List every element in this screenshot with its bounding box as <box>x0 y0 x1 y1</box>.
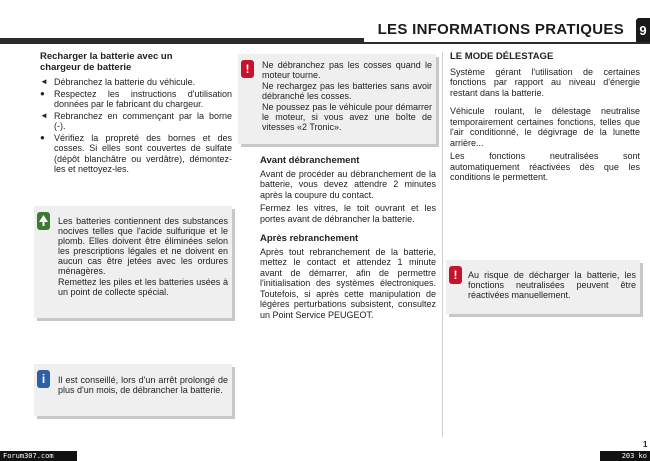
list-item: ◄ Rebranchez en commençant par la borne (-). <box>40 110 232 131</box>
page-number: 1 <box>643 440 648 449</box>
section-title-delestage: LE MODE DÉLESTAGE <box>450 51 554 62</box>
arrow-bullet-icon: ◄ <box>40 77 48 86</box>
delestage-p1: Système gérant l'utilisation de certaines fonctions par rapport au niveau d'énergie restant dans la batterie. <box>450 66 640 98</box>
page-header <box>0 16 650 42</box>
warning-note-p3: Ne poussez pas le véhicule pour démarrer le moteur, si vous avez une boîte de vitesses «2 Tronic». <box>262 102 432 132</box>
column-delestage <box>450 52 640 186</box>
delestage-p2: Véhicule roulant, le délestage neutralise temporairement certaines fonctions, telles que l'air conditionné, le dégivrage de la lunette arrière... <box>450 106 640 148</box>
footer-filesize: 203 ko <box>600 451 650 461</box>
environment-note <box>34 206 232 318</box>
apres-p1: Après tout rebranchement de la batterie, mettez le contact et attendez 1 minute avant de démarrer, afin de permettre l'initialisation des systèmes électroniques. Toutefois, si après cette manipulation de légères perturbations subsistent, consultez un Point Service PEUGEOT. <box>260 246 436 320</box>
column-recharge <box>40 52 232 176</box>
dot-bullet-icon: ● <box>40 132 45 142</box>
warning-icon: ! <box>241 60 254 78</box>
arrow-bullet-icon: ◄ <box>40 110 48 120</box>
list-item: ● Vérifiez la propreté des bornes et des cosses. Si elles sont couvertes de sulfate (dépôt blanchâtre ou verdâtre), démontez-les et nettoyez-les. <box>40 132 232 174</box>
warning-note-battery <box>238 54 436 144</box>
section-title-line1: Recharger la batterie avec un <box>40 51 173 62</box>
chapter-tab: 9 <box>636 18 650 42</box>
warning-icon: ! <box>449 266 462 284</box>
page-title: LES INFORMATIONS PRATIQUES <box>377 20 624 38</box>
environment-note-p1: Les batteries contiennent des substances nocives telles que l'acide sulfurique et le plomb. Elles doivent être éliminées selon les prescriptions légales et ne doivent en aucun cas être jetées avec les ordures ménagères. <box>58 216 228 276</box>
footer-watermark: Forum307.com <box>0 451 77 461</box>
section-title-line2: chargeur de batterie <box>40 61 132 73</box>
warning-delestage-p1: Au risque de décharger la batterie, les fonctions neutralisées peuvent être réactivées manuellement. <box>468 270 636 300</box>
advice-note-p1: Il est conseillé, lors d'un arrêt prolongé de plus d'un mois, de débrancher la batterie. <box>58 375 228 395</box>
warning-note-p1: Ne débranchez pas les cosses quand le moteur tourne. <box>262 60 432 80</box>
dot-bullet-icon: ● <box>40 88 45 98</box>
avant-p2: Fermez les vitres, le toit ouvrant et les portes avant de débrancher la batterie. <box>260 203 436 224</box>
section-title-apres: Après rebranchement <box>260 233 359 244</box>
environment-note-p2: Remettez les piles et les batteries usées à un point de collecte spécial. <box>58 277 228 297</box>
warning-note-p2: Ne rechargez pas les batteries sans avoir débranché les cosses. <box>262 81 432 101</box>
section-title-avant: Avant débranchement <box>260 155 360 166</box>
delestage-p3: Les fonctions neutralisées sont automatiquement réactivées dès que les conditions le permettent. <box>450 151 640 182</box>
section-title-recharge <box>40 52 232 73</box>
column-debranchement <box>260 150 436 323</box>
tree-icon <box>37 212 50 230</box>
column-divider <box>442 52 443 437</box>
avant-p1: Avant de procéder au débranchement de la batterie, vous devez attendre 2 minutes après la coupure du contact. <box>260 168 436 200</box>
header-title-box <box>364 16 636 42</box>
step-list <box>40 77 232 175</box>
advice-note <box>34 364 232 416</box>
warning-note-delestage <box>446 260 640 314</box>
list-item: ● Respectez les instructions d'utilisation données par le fabricant du chargeur. <box>40 88 232 109</box>
list-item: ◄ Débranchez la batterie du véhicule. <box>40 77 196 87</box>
info-icon: i <box>37 370 50 388</box>
